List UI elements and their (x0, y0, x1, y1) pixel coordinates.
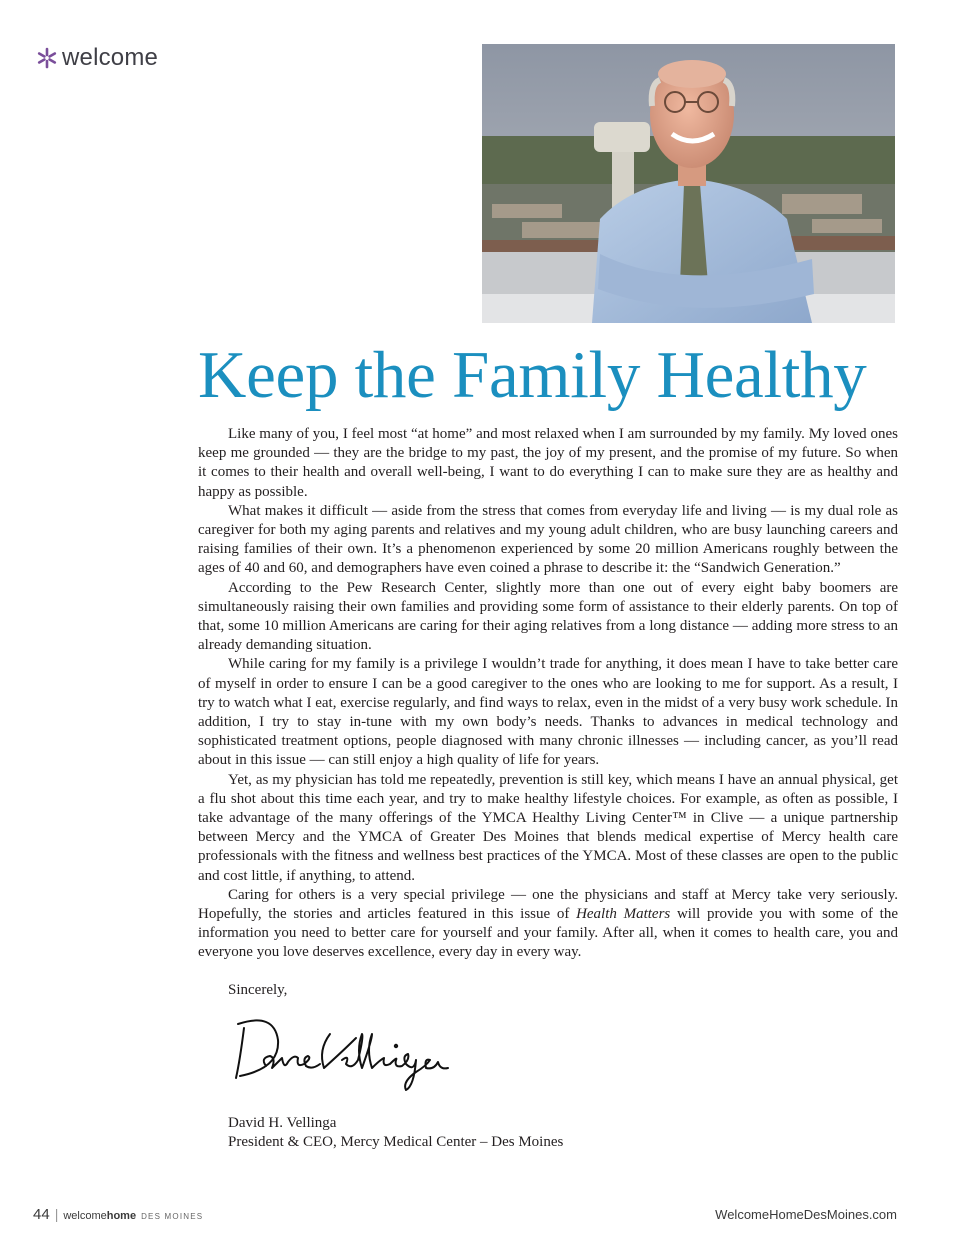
portrait-photo (482, 44, 895, 323)
body-paragraph: While caring for my family is a privilege I wouldn’t trade for anything, it does mean I have to take better care of myself in order to ensure I can be a good caregiver to the ones who are looking to me for support. As a result, I try to watch what I eat, exercise regularly, and find ways to relax, even in the midst of a very busy work schedule. In addition, I try to stay in-tune with my own body’s needs. Thanks to advances in medical technology and sophisticated treatment options, people diagnosed with many chronic illnesses — including cancer, as you’ll read about in this issue — can still enjoy a high quality of life for years. (198, 656, 898, 769)
body-paragraph: Like many of you, I feel most “at home” and most relaxed when I am surrounded by my family. My loved ones keep me grounded — they are the bridge to my past, the joy of my present, and the promise of my future. So when it comes to their health and overall well-being, I want to do everything I can to make sure they are as healthy and happy as possible. (198, 426, 898, 500)
section-header (36, 44, 158, 72)
footer-folio (33, 1206, 203, 1223)
body-paragraph (198, 886, 898, 963)
body-paragraph: Yet, as my physician has told me repeatedly, prevention is still key, which means I have an annual physical, get a flu shot about this time each year, and try to make healthy lifestyle choices. For example, as often as possible, I take advantage of the many offerings of the YMCA Healthy Living Center™ in Clive — a unique partnership between Mercy and the YMCA of Greater Des Moines that blends medical expertise of Mercy health care professionals with the fitness and wellness best practices of the YMCA. Most of these classes are open to the public and cost little, if anything, to attend. (198, 771, 898, 884)
article-title: Keep the Family Healthy (198, 338, 867, 412)
magazine-name-part: home (106, 1210, 137, 1222)
signer-block (228, 1114, 563, 1152)
handwritten-signature (226, 1010, 476, 1105)
magazine-name-part: welcome (63, 1210, 107, 1222)
page-number: 44 (33, 1206, 50, 1223)
paragraph-text: Caring for others is a very special privilege — one the physicians and staff at Mercy take very seriously. Hopefully, the stories and articles featured in this issue of (198, 886, 898, 923)
asterisk-icon (36, 47, 58, 69)
article-body (198, 425, 898, 963)
paragraph-text: will provide you with some of the information you need to better care for yourself and your family. After all, when it comes to health care, you and everyone you love deserves excellence, every day in every way. (198, 906, 898, 961)
page-footer (33, 1206, 897, 1223)
magazine-edition: DES MOINES (141, 1212, 204, 1221)
body-paragraph: What makes it difficult — aside from the stress that comes from everyday life and living — is my dual role as caregiver for both my aging parents and relatives and my young adult children, who are busy launching careers and raising families of their own. It’s a phenomenon experienced by some 20 million Americans roughly between the ages of 40 and 60, and demographers have even coined a phrase to describe it: the “Sandwich Generation.” (198, 502, 898, 577)
publication-name: Health Matters (576, 906, 671, 923)
signer-title: President & CEO, Mercy Medical Center – Des Moines (228, 1134, 564, 1150)
closing-salutation: Sincerely, (228, 982, 288, 998)
footer-separator: | (54, 1206, 59, 1222)
body-paragraph: According to the Pew Research Center, slightly more than one out of every eight baby boomers are simultaneously raising their own families and providing some form of assistance to their elderly parents. On top of that, some 10 million Americans are caring for their aging relatives from a long distance — adding more stress to an already demanding situation. (198, 579, 898, 654)
website-url: WelcomeHomeDesMoines.com (715, 1207, 897, 1222)
section-label-text: welcome (62, 44, 159, 71)
signer-name: David H. Vellinga (228, 1115, 337, 1131)
